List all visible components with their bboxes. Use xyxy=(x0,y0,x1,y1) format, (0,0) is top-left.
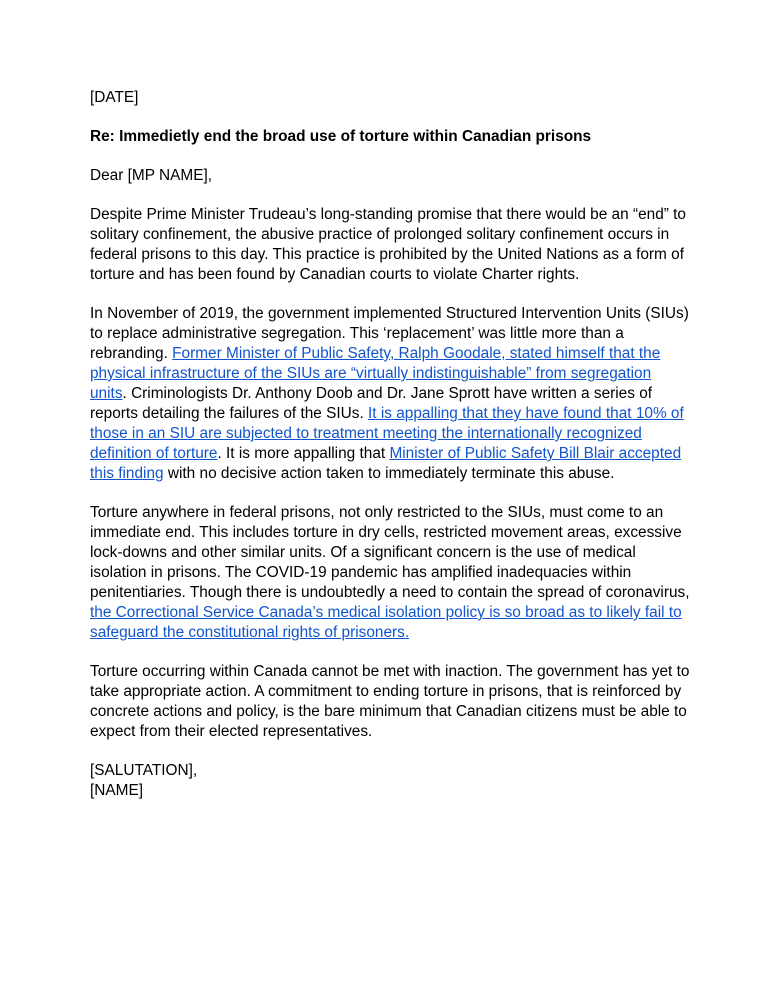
paragraph-3-text-1: Torture anywhere in federal prisons, not only restricted to the SIUs, must come to an immediate end. This includes torture in dry cells, restricted movement areas, excessive lock-downs and other similar units. Of a significant concern is the use of medical isolation in prisons. The COVID-19 pandemic has amplified inadequacies within penitentiaries. Though there is undoubtedly a need to contain the spread of coronavirus, xyxy=(90,504,690,601)
paragraph-2-text-1: In November of 2019, the government implemented Structured Intervention Units (SIUs) to replace administrative segregation. This ‘replacement’ was little more than a rebranding. xyxy=(90,305,689,362)
paragraph-1: Despite Prime Minister Trudeau’s long-standing promise that there would be an “end” to solitary confinement, the abusive practice of prolonged solitary confinement occurs in federal prisons to this day. This practice is prohibited by the United Nations as a form of torture and has been found by Canadian courts to violate Charter rights. xyxy=(90,206,686,283)
subject-line: Re: Immedietly end the broad use of torture within Canadian prisons xyxy=(90,128,592,145)
paragraph-2-text-4: with no decisive action taken to immediately terminate this abuse. xyxy=(163,465,615,482)
blair-link[interactable]: Minister of Public Safety Bill Blair accepted this finding xyxy=(90,445,682,482)
closing-salutation: [SALUTATION], xyxy=(90,762,198,779)
goodale-link[interactable]: Former Minister of Public Safety, Ralph Goodale, stated himself that the physical infrastructure of the SIUs are “virtually indistinguishable” from segregation units xyxy=(90,345,661,402)
medical-isolation-link[interactable]: the Correctional Service Canada’s medical isolation policy is so broad as to likely fail to safeguard the constitutional rights of prisoners. xyxy=(90,604,682,641)
greeting: Dear [MP NAME], xyxy=(90,167,213,184)
paragraph-4: Torture occurring within Canada cannot be met with inaction. The government has yet to take appropriate action. A commitment to ending torture in prisons, that is reinforced by concrete actions and policy, is the bare minimum that Canadian citizens must be able to expect from their elected representatives. xyxy=(90,663,690,740)
torture-finding-link[interactable]: It is appalling that they have found that 10% of those in an SIU are subjected to treatment meeting the internationally recognized definition of torture xyxy=(90,405,684,462)
signature-name: [NAME] xyxy=(90,782,144,799)
paragraph-2 xyxy=(90,304,690,484)
paragraph-3 xyxy=(90,503,690,643)
paragraph-2-text-3: . It is more appalling that xyxy=(217,445,390,462)
paragraph-2-text-2: . Criminologists Dr. Anthony Doob and Dr. Jane Sprott have written a series of reports detailing the failures of the SIUs. xyxy=(90,385,653,422)
letter-body xyxy=(90,88,690,801)
date-line: [DATE] xyxy=(90,89,139,106)
